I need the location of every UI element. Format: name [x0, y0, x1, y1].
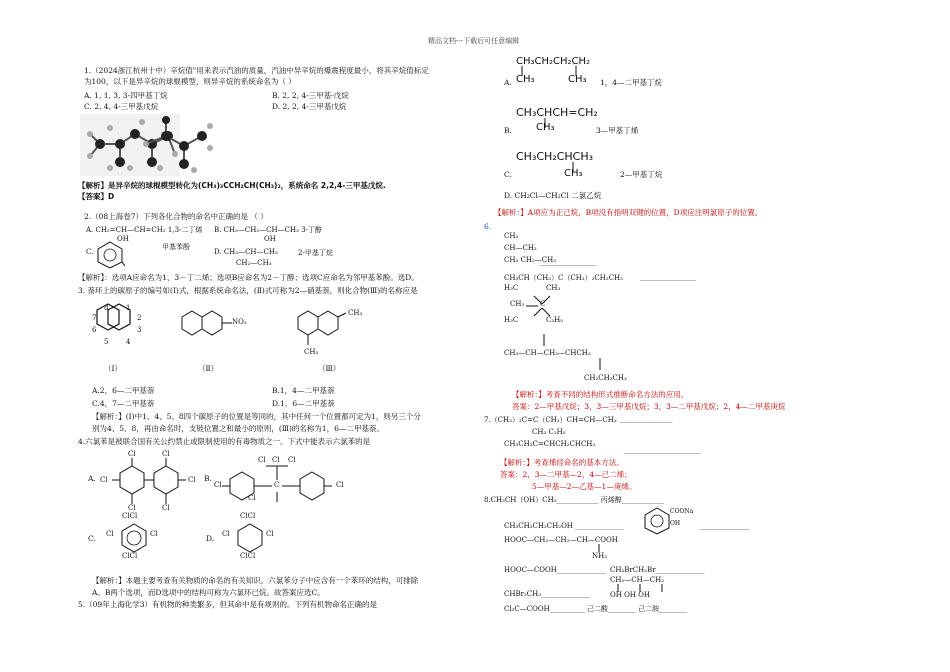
- r-b-name: 3—甲基丁烯: [596, 126, 639, 135]
- q2-option-b-oh: OH: [264, 235, 276, 243]
- q8-line: 8.CH₃CH（OH）CH₃____________ 丙烯醇____________: [484, 496, 664, 504]
- naph-num-2: 2: [137, 314, 142, 322]
- q6-c-structure: [512, 290, 572, 330]
- q8-c: HOOC—CH₂—CH₂—CH—COOH: [504, 536, 618, 544]
- q8-e: CH₂BrCH₂Br______________: [610, 566, 705, 574]
- ddt-c: C: [274, 481, 280, 489]
- q7-blank2: ______________________: [624, 446, 701, 454]
- isooctane-ball-stick-model-2: [136, 114, 216, 176]
- nitronaphthalene: [180, 305, 240, 345]
- q8-f2: OH OH OH: [610, 591, 650, 599]
- q2-option-d-name: 2-甲基丁烷: [298, 249, 333, 257]
- cl-d4: ClCl: [240, 552, 256, 560]
- q6-d1: CH₃—CH—CH₂—CHCH₃: [504, 349, 591, 357]
- r-b-ch3: CH₃: [536, 122, 555, 133]
- q8-g: CHBr₂CH₃______________: [504, 590, 591, 598]
- q2-analysis: 【解析】：选项A应命名为1、3－丁二烯；选项B应命名为2－丁醇；选项C应命名为邻甲基苯酚。选D。: [78, 273, 419, 282]
- q2-line: 2.（08上海卷7）下列各化合物的命名中正确的是 （ ）: [84, 212, 268, 221]
- naph-num-1: 1: [126, 304, 131, 312]
- r-a-ch3-b: CH₃: [568, 74, 587, 85]
- naph-num-3: 3: [137, 326, 142, 334]
- q2-option-b: B. CH₃—CH₂—CH—CH₃ 3-丁醇: [214, 226, 322, 234]
- cl-b6: Cl: [248, 494, 256, 502]
- watermark: [245, 109, 264, 143]
- page-header: 精品文档---下载后可任意编辑: [428, 37, 520, 45]
- q3-option-a: A.2，6—二甲基萘: [92, 386, 155, 395]
- q3-line: 3. 萘环上的碳原子的编号如(Ⅰ)式，根据系统命名法，(Ⅱ)式可称为2—硝基萘，则化合物(Ⅲ)的名称应是: [78, 286, 418, 295]
- q6-a2: CH—CH₃: [504, 244, 537, 252]
- q6-b-blank: ________________: [640, 273, 696, 281]
- q6-c-ch3-top: CH₃: [546, 284, 561, 292]
- q6-a-blank: ________________: [540, 258, 596, 266]
- naph-num-6: 6: [92, 326, 97, 334]
- ch3-bottom-label: CH₃: [304, 348, 319, 356]
- cl-c2: Cl: [106, 530, 114, 538]
- q8-salicylate-blank: ______________: [700, 522, 749, 530]
- r-c-label: C.: [504, 170, 512, 179]
- q3-analysis-1: 【解析：】(Ⅰ)中1、4、5、8四个碳原子的位置是等同的，其中任何一个位置都可定为1，则另三个分: [92, 412, 421, 421]
- r-b-label: B.: [504, 126, 512, 135]
- q8-oh: OH: [670, 520, 681, 527]
- q6-answer: 答案：2—甲基戊烷；3，3—三甲基戊烷；3，3—二甲基戊烷；2，4—二甲基庚烷: [512, 402, 786, 411]
- cresol-ring: [95, 240, 125, 270]
- q8-c-nh2: NH₂: [592, 552, 608, 560]
- ch3-top-label: CH₃: [348, 309, 363, 317]
- q1-analysis: 【解析】是异辛烷的球棍模型转化为(CH₃)₃CCH₂CH(CH₃)₂，系统命名 2,2,4-三甲基戊烷.: [78, 181, 386, 190]
- label-i: （Ⅰ）: [104, 364, 122, 373]
- naph-num-5: 5: [104, 338, 109, 346]
- q1-answer: 【答案】D: [78, 192, 115, 201]
- naph-num-8: 8: [104, 304, 109, 312]
- cl-d3: Cl: [266, 530, 274, 538]
- r-a-label: A.: [504, 78, 512, 87]
- r-b-formula: CH₃CHCH=CH₂: [516, 106, 598, 119]
- q1-option-a: A. 1, 1, 3, 3-四甲基丁烷: [84, 91, 168, 100]
- hexachlorocyclohexane: [230, 512, 270, 572]
- q7-line: 7.（CH₃）₂C=C（CH₃）CH=CH—CH₃: [484, 416, 617, 424]
- label-ii: （Ⅱ）: [198, 364, 219, 373]
- q6-a1: CH₃: [504, 232, 519, 240]
- q7-blank1: _______________: [620, 415, 673, 423]
- q8-d: HOOC—COOH______________: [504, 566, 606, 574]
- r-a-top: CH₃CH₂CH₂CH₂: [516, 56, 591, 67]
- cl-c3: Cl: [150, 530, 158, 538]
- q6-analysis: 【解析：】考查不同的结构形式推断命名方法的应用。: [512, 390, 689, 399]
- q6-c-ch3-left: CH₃: [510, 300, 525, 308]
- q4-option-a-label: A.: [88, 474, 96, 483]
- q6-c-h3c-top: H₃C: [504, 284, 519, 292]
- cl-b2: Cl: [272, 456, 280, 464]
- cl-a1: Cl: [128, 450, 136, 458]
- q4-line: 4.六氯苯是被联合国有关公约禁止或限制使用的有毒物质之一。下式中能表示六氯苯的是: [78, 437, 371, 446]
- cl-a3: Cl: [100, 476, 108, 484]
- r-d: D. CH₂Cl—CH₂Cl 二氯乙烷: [504, 191, 602, 200]
- q4-analysis-1: 【解析：】本题主要考查有关物质的命名的有关知识。六氯苯分子中应含有一个苯环的结构，可排除: [92, 576, 419, 585]
- cl-d2: Cl: [222, 530, 230, 538]
- q1-line2: 为100，以下是异辛烷的球棍模型，则异辛烷的系统命名为（ ）: [84, 77, 296, 86]
- q2-option-a: A. CH₂=CH—CH=CH₂ 1,3-二丁烯: [86, 226, 203, 234]
- cl-a4: Cl: [188, 476, 196, 484]
- hexachlorobenzene: [114, 512, 154, 572]
- q7-formula: CH₃CH₂C=CHCH₂CHCH₃: [504, 440, 596, 448]
- q6-c-h3c-bottom: H₃C: [504, 316, 519, 324]
- q6-d2: CH₂CH₂CH₃: [584, 374, 627, 382]
- q6-number: 6.: [484, 222, 492, 231]
- q4-option-c-label: C.: [88, 534, 96, 543]
- q1-option-d: D. 2, 2, 4-三甲基戊烷: [272, 102, 347, 111]
- r-a-ch3: CH₃: [516, 74, 535, 85]
- naph-num-7: 7: [92, 314, 97, 322]
- q6-b: CH₃CH（CH₃）C（CH₃）₂CH₂CH₃: [504, 274, 623, 282]
- cl-a2: Cl: [162, 450, 170, 458]
- q3-option-d: D.1，6—二甲基萘: [272, 399, 335, 408]
- cl-d1: ClCl: [240, 512, 256, 520]
- dimethylnaphthalene: [296, 305, 356, 351]
- q8-b: CH₃CH₂CH₂CH₂OH ______________: [504, 522, 625, 530]
- q1-option-c: C. 2, 4, 4-三甲基戊烷: [84, 102, 159, 111]
- q8-f1: CH₂—CH—CH₂: [610, 576, 664, 584]
- q7-sub: CH₃ C₂H₅: [532, 428, 566, 436]
- q7-analysis: 【解析：】考查烯烃命名的基本方法。: [500, 458, 624, 467]
- cl-c4: ClCl: [122, 552, 138, 560]
- cl-a6: Cl: [162, 504, 170, 512]
- cl-a5: Cl: [128, 504, 136, 512]
- q6-c-center: C: [540, 300, 546, 308]
- naph-num-4: 4: [126, 338, 131, 346]
- q2-option-c-oh: OH: [117, 235, 129, 243]
- q4-option-b-label: B.: [204, 474, 212, 483]
- r-a-name: 1，4—二甲基丁烷: [600, 78, 663, 87]
- naphthalene-numbered: [95, 300, 145, 346]
- r-c-name: 2—甲基丁烷: [620, 170, 663, 179]
- q3-option-b: B.1，4—二甲基萘: [272, 386, 335, 395]
- q6-c-c2h5: C₂H₅: [546, 316, 564, 324]
- salicylate-ring: [642, 506, 672, 536]
- q4-analysis-2: A、B两个选项，而D选项中的结构可称为六氯环已烷。故答案应选C。: [92, 588, 325, 597]
- cl-c1: ClCl: [122, 512, 138, 520]
- q2-option-d-sub: CH₂—CH₃: [236, 259, 272, 267]
- q2-option-c-name: 甲基苯酚: [162, 243, 190, 251]
- q6-a3: CH₃ CH₂—CH₃: [504, 256, 557, 264]
- q1-line1: 1.（2024浙江杭州十中）辛烷值"用来表示汽油的质量，汽油中异辛烷的爆震程度最小，将其辛烷值标定: [84, 66, 429, 75]
- q2-option-d: D. CH₃—CH—CH₃: [214, 248, 278, 256]
- r-c-ch3: CH₃: [564, 168, 583, 179]
- q2-option-c-label: C.: [86, 248, 94, 256]
- q5-line: 5.（09年上海化学3）有机物的种类繁多，但其命中是有规则的。下列有机物命名正确的是: [78, 600, 377, 609]
- cl-b5: Cl: [336, 481, 344, 489]
- cl-b1: Cl: [258, 456, 266, 464]
- r-analysis: 【解析：】A项应为正己烷，B项没有指明双键的位置，D项应注明氯原子的位置。: [494, 208, 763, 217]
- q1-option-b: B. 2, 2, 4-三甲基-戊烷: [272, 91, 349, 100]
- q7-answer-1: 答案：2，3—二甲基—2，4—己二烯；: [500, 470, 632, 479]
- label-iii: （Ⅲ）: [318, 364, 341, 373]
- q4-option-d-label: D.: [206, 534, 215, 543]
- q8-coona: COONa: [670, 508, 694, 515]
- cl-b3: Cl: [288, 456, 296, 464]
- no2-label: NO₂: [232, 318, 247, 326]
- q3-analysis-2: 别为4、5、8，再由命名时，支链位置之和最小的原则，(Ⅲ)的名称为1，6—二甲基萘。: [92, 424, 384, 433]
- q7-answer-2: 5—甲基—2—乙基—1—庚烯。: [532, 482, 637, 491]
- q3-option-c: C.4，7—二甲基萘: [92, 399, 155, 408]
- r-c-formula: CH₃CH₂CHCH₃: [516, 150, 594, 163]
- q8-h: Cl₃C—COOH__________ 己二酸________ 己二胺________: [504, 605, 688, 613]
- cl-b4: Cl: [214, 481, 222, 489]
